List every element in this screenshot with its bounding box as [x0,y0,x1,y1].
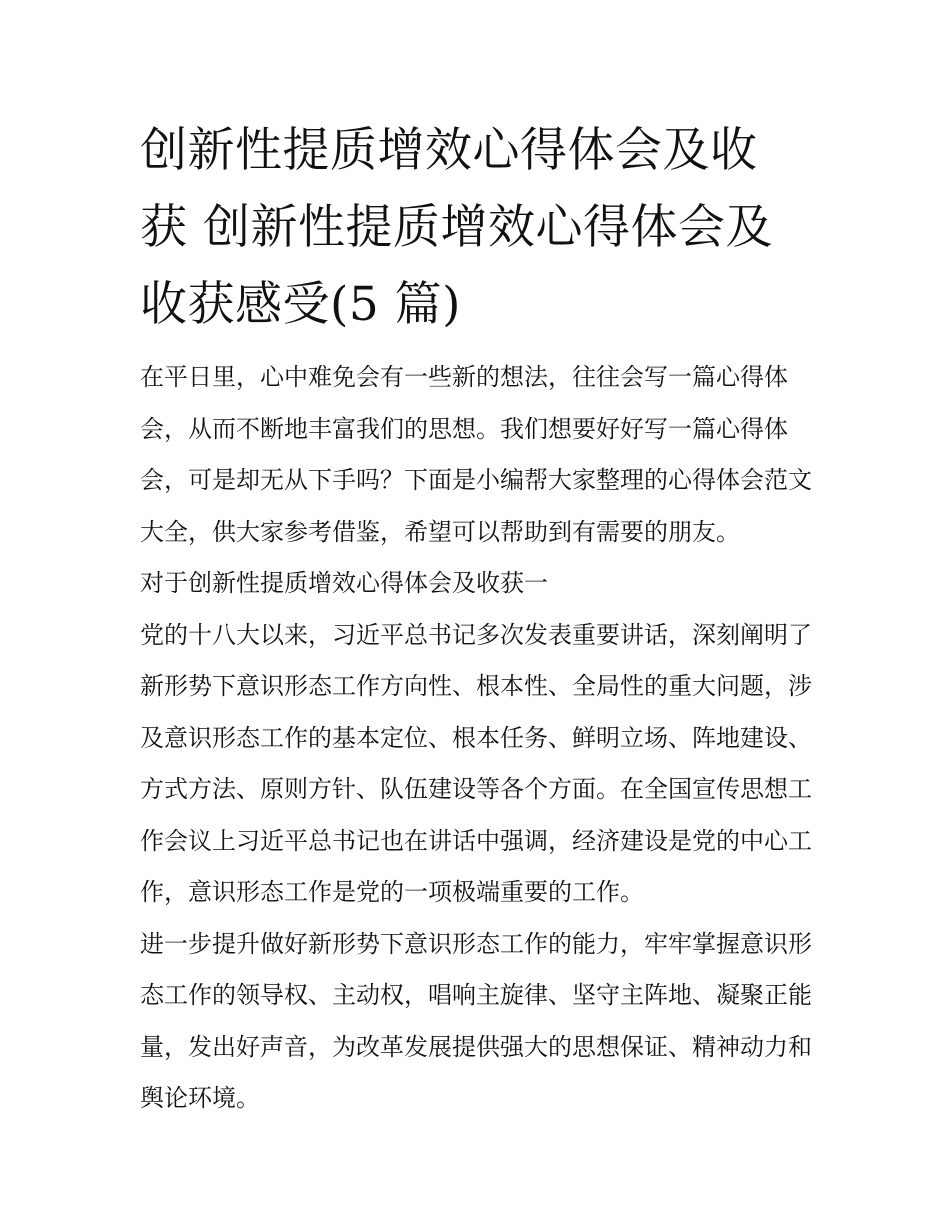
body-paragraph-2: 进一步提升做好新形势下意识形态工作的能力，牢牢掌握意识形态工作的领导权、主动权，唱响主旋律、坚守主阵地、凝聚正能量，发出好声音，为改革发展提供强大的思想保证、精神动力和舆论环境。 [140,929,812,1112]
section-heading: 对于创新性提质增效心得体会及收获一 [140,569,548,597]
body-paragraph-1: 党的十八大以来，习近平总书记多次发表重要讲话，深刻阐明了新形势下意识形态工作方向性、根本性、全局性的重大问题，涉及意识形态工作的基本定位、根本任务、鲜明立场、阵地建设、方式方法、原则方针、队伍建设等各个方面。在全国宣传思想工作会议上习近平总书记也在讲话中强调，经济建设是党的中心工作，意识形态工作是党的一项极端重要的工作。 [140,620,812,906]
title-line-1: 创新性提质增效心得体会及收 [140,123,758,178]
title-line-3: 收获感受(5 篇) [140,277,462,332]
intro-paragraph: 在平日里，心中难免会有一些新的想法，往往会写一篇心得体会，从而不断地丰富我们的思想。我们想要好好写一篇心得体会，可是却无从下手吗？下面是小编帮大家整理的心得体会范文大全，供大家参考借鉴，希望可以帮助到有需要的朋友。 [140,363,812,546]
title-line-2: 获 创新性提质增效心得体会及 [140,200,773,255]
document-title [140,112,810,343]
document-body [140,352,816,1125]
